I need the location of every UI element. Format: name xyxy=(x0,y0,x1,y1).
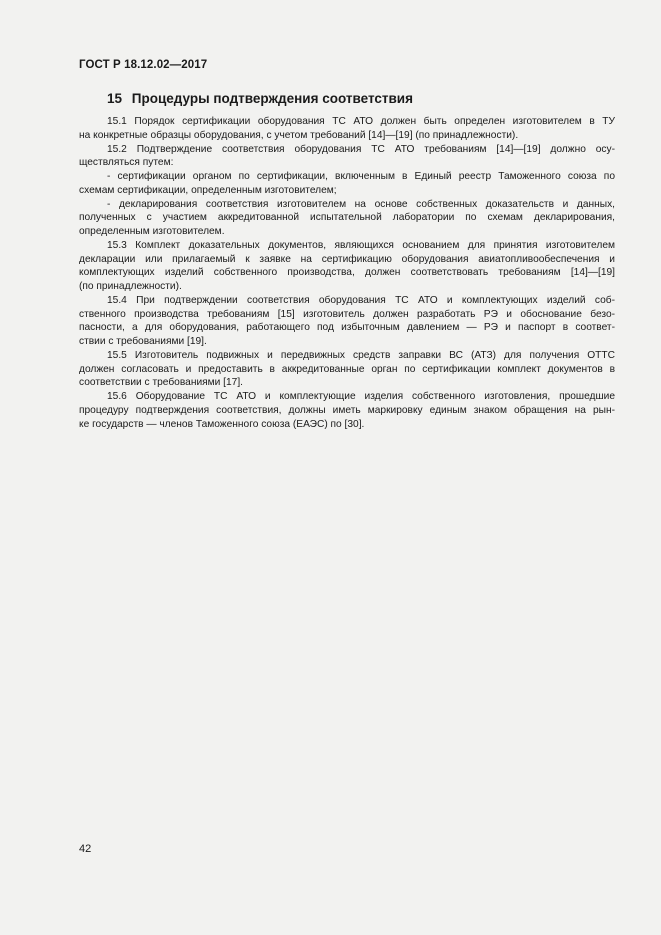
document-code: ГОСТ Р 18.12.02—2017 xyxy=(79,59,208,71)
text-line: (по принадлежности). xyxy=(79,281,182,292)
text-line: - сертификации органом по сертификации, включенным в Единый реестр Таможенного союза по xyxy=(107,171,615,182)
text-line: ществляться путем: xyxy=(79,157,174,169)
text-line: полученных с участием аккредитованной испытательной лаборатории по схемам декларирования, xyxy=(79,212,615,224)
text-line: декларации или прилагаемый к заявке на сертификацию оборудования авиатопливообеспечения и xyxy=(79,253,615,265)
text-line: на конкретные образцы оборудования, с учетом требований [14]—[19] (по принадлежности). xyxy=(79,129,519,141)
text-line: 15.1 Порядок сертификации оборудования ТС АТО должен быть определен изготовителем в ТУ xyxy=(107,116,615,127)
section-number: 15 xyxy=(107,91,123,106)
text-line: ственного производства требованиям [15] изготовитель должен разработать РЭ и обоснование безо- xyxy=(79,308,615,320)
text-line: определенным изготовителем. xyxy=(79,226,225,237)
text-line: должен согласовать и предоставить в аккредитованные орган по сертификации комплект документов в xyxy=(79,363,615,375)
text-line: 15.2 Подтверждение соответствия оборудования ТС АТО требованиям [14]—[19] должно осу- xyxy=(107,143,615,155)
text-line: 15.5 Изготовитель подвижных и передвижных средств заправки ВС (АТЗ) для получения ОТТС xyxy=(107,349,615,361)
page-number: 42 xyxy=(79,843,92,855)
text-line: процедуру подтверждения соответствия, должны иметь маркировку единым знаком обращения на рын- xyxy=(79,404,615,416)
text-line: ке государств — членов Таможенного союза (ЕАЭС) по [30]. xyxy=(79,418,365,430)
text-line: ствии с требованиями [19]. xyxy=(79,336,207,347)
text-line: соответствии с требованиями [17]. xyxy=(79,377,243,389)
section-title: Процедуры подтверждения соответствия xyxy=(131,91,413,106)
section-heading xyxy=(107,91,413,106)
text-line: - декларирования соответствия изготовителем на основе собственных доказательств и данных, xyxy=(107,198,615,210)
text-line: схемам сертификации, определенным изготовителем; xyxy=(79,184,337,196)
text-line: 15.4 При подтверждении соответствия оборудования ТС АТО и комплектующих изделий соб- xyxy=(107,294,615,306)
text-line: 15.6 Оборудование ТС АТО и комплектующие изделия собственного изготовления, прошедшие xyxy=(107,391,615,402)
text-line: пасности, а для оборудования, работающего под избыточным давлением — РЭ и паспорт в соответ- xyxy=(79,322,615,334)
text-line: комплектующих изделий собственного производства, должен соответствовать требованиям [14]—[19] xyxy=(79,267,615,279)
text-line: 15.3 Комплект доказательных документов, являющихся основанием для принятия изготовителем xyxy=(107,239,615,251)
section-body xyxy=(79,115,615,431)
